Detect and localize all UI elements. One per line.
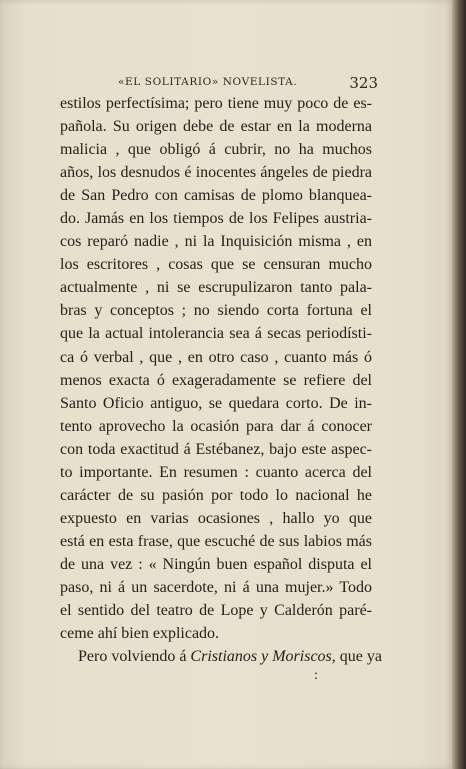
text-line: ca ó verbal , que , en otro caso , cuanto más ó [60,348,372,366]
text-line: actualmente , ni se escrupulizaron tanto pala- [60,279,372,297]
running-title: «EL SOLITARIO» NOVELISTA. [118,76,298,88]
text-line: paso, ni á un sacerdote, ni á una mujer.» Todo [60,578,372,596]
text-line: de San Pedro con camisas de plomo blanquea- [60,187,372,205]
text-line: Santo Oficio antiguo, se quedara corto. De in- [60,394,372,412]
text-line: el sentido del teatro de Lope y Calderón paré- [60,602,372,620]
text-line: ceme ahí bien explicado. [60,625,220,643]
text-line: pañola. Su origen debe de estar en la moderna [60,118,372,136]
book-edge [452,0,466,769]
text-line: los escritores , cosas que se censuran mucho [60,256,372,274]
book-title: Cristianos y Moriscos [190,648,332,666]
text-line: con toda exactitud á Estébanez, bajo este aspec- [60,440,372,458]
text-line: años, los desnudos é inocentes ángeles de piedra [60,164,372,182]
text-fragment: , que ya [331,648,382,666]
text-line: malicia , que obligó á cubrir, no ha muchos [60,141,372,159]
text-line: do. Jamás en los tiempos de los Felipes austria- [60,210,372,228]
text-line: que la actual intolerancia sea á secas periodísti- [60,325,372,343]
text-fragment: Pero volviendo á [78,648,191,666]
text-line: to importante. En resumen : cuanto acerca del [60,463,372,481]
page-number: 323 [349,74,378,92]
body-text [60,92,382,668]
text-line: estilos perfectísima; pero tiene muy poco de es- [60,95,372,112]
text-line: carácter de su pasión por todo lo nacional he [60,486,372,504]
text-line: cos reparó nadie , ni la Inquisición misma , en [60,233,372,251]
text-line: expuesto en varias ocasiones , hallo yo que [60,509,372,527]
text-line: menos exacta ó exageradamente se refiere del [60,371,372,389]
text-line: está en esta frase, que escuché de sus labios más [60,532,372,550]
text-line: tento aprovecho la ocasión para dar á conocer [60,417,372,435]
paragraph-start-line [60,645,382,668]
catchword: : [314,668,318,683]
text-line: bras y conceptos ; no siendo corta fortuna el [60,302,372,320]
text-line: de una vez : « Ningún buen español disputa el [60,555,372,573]
